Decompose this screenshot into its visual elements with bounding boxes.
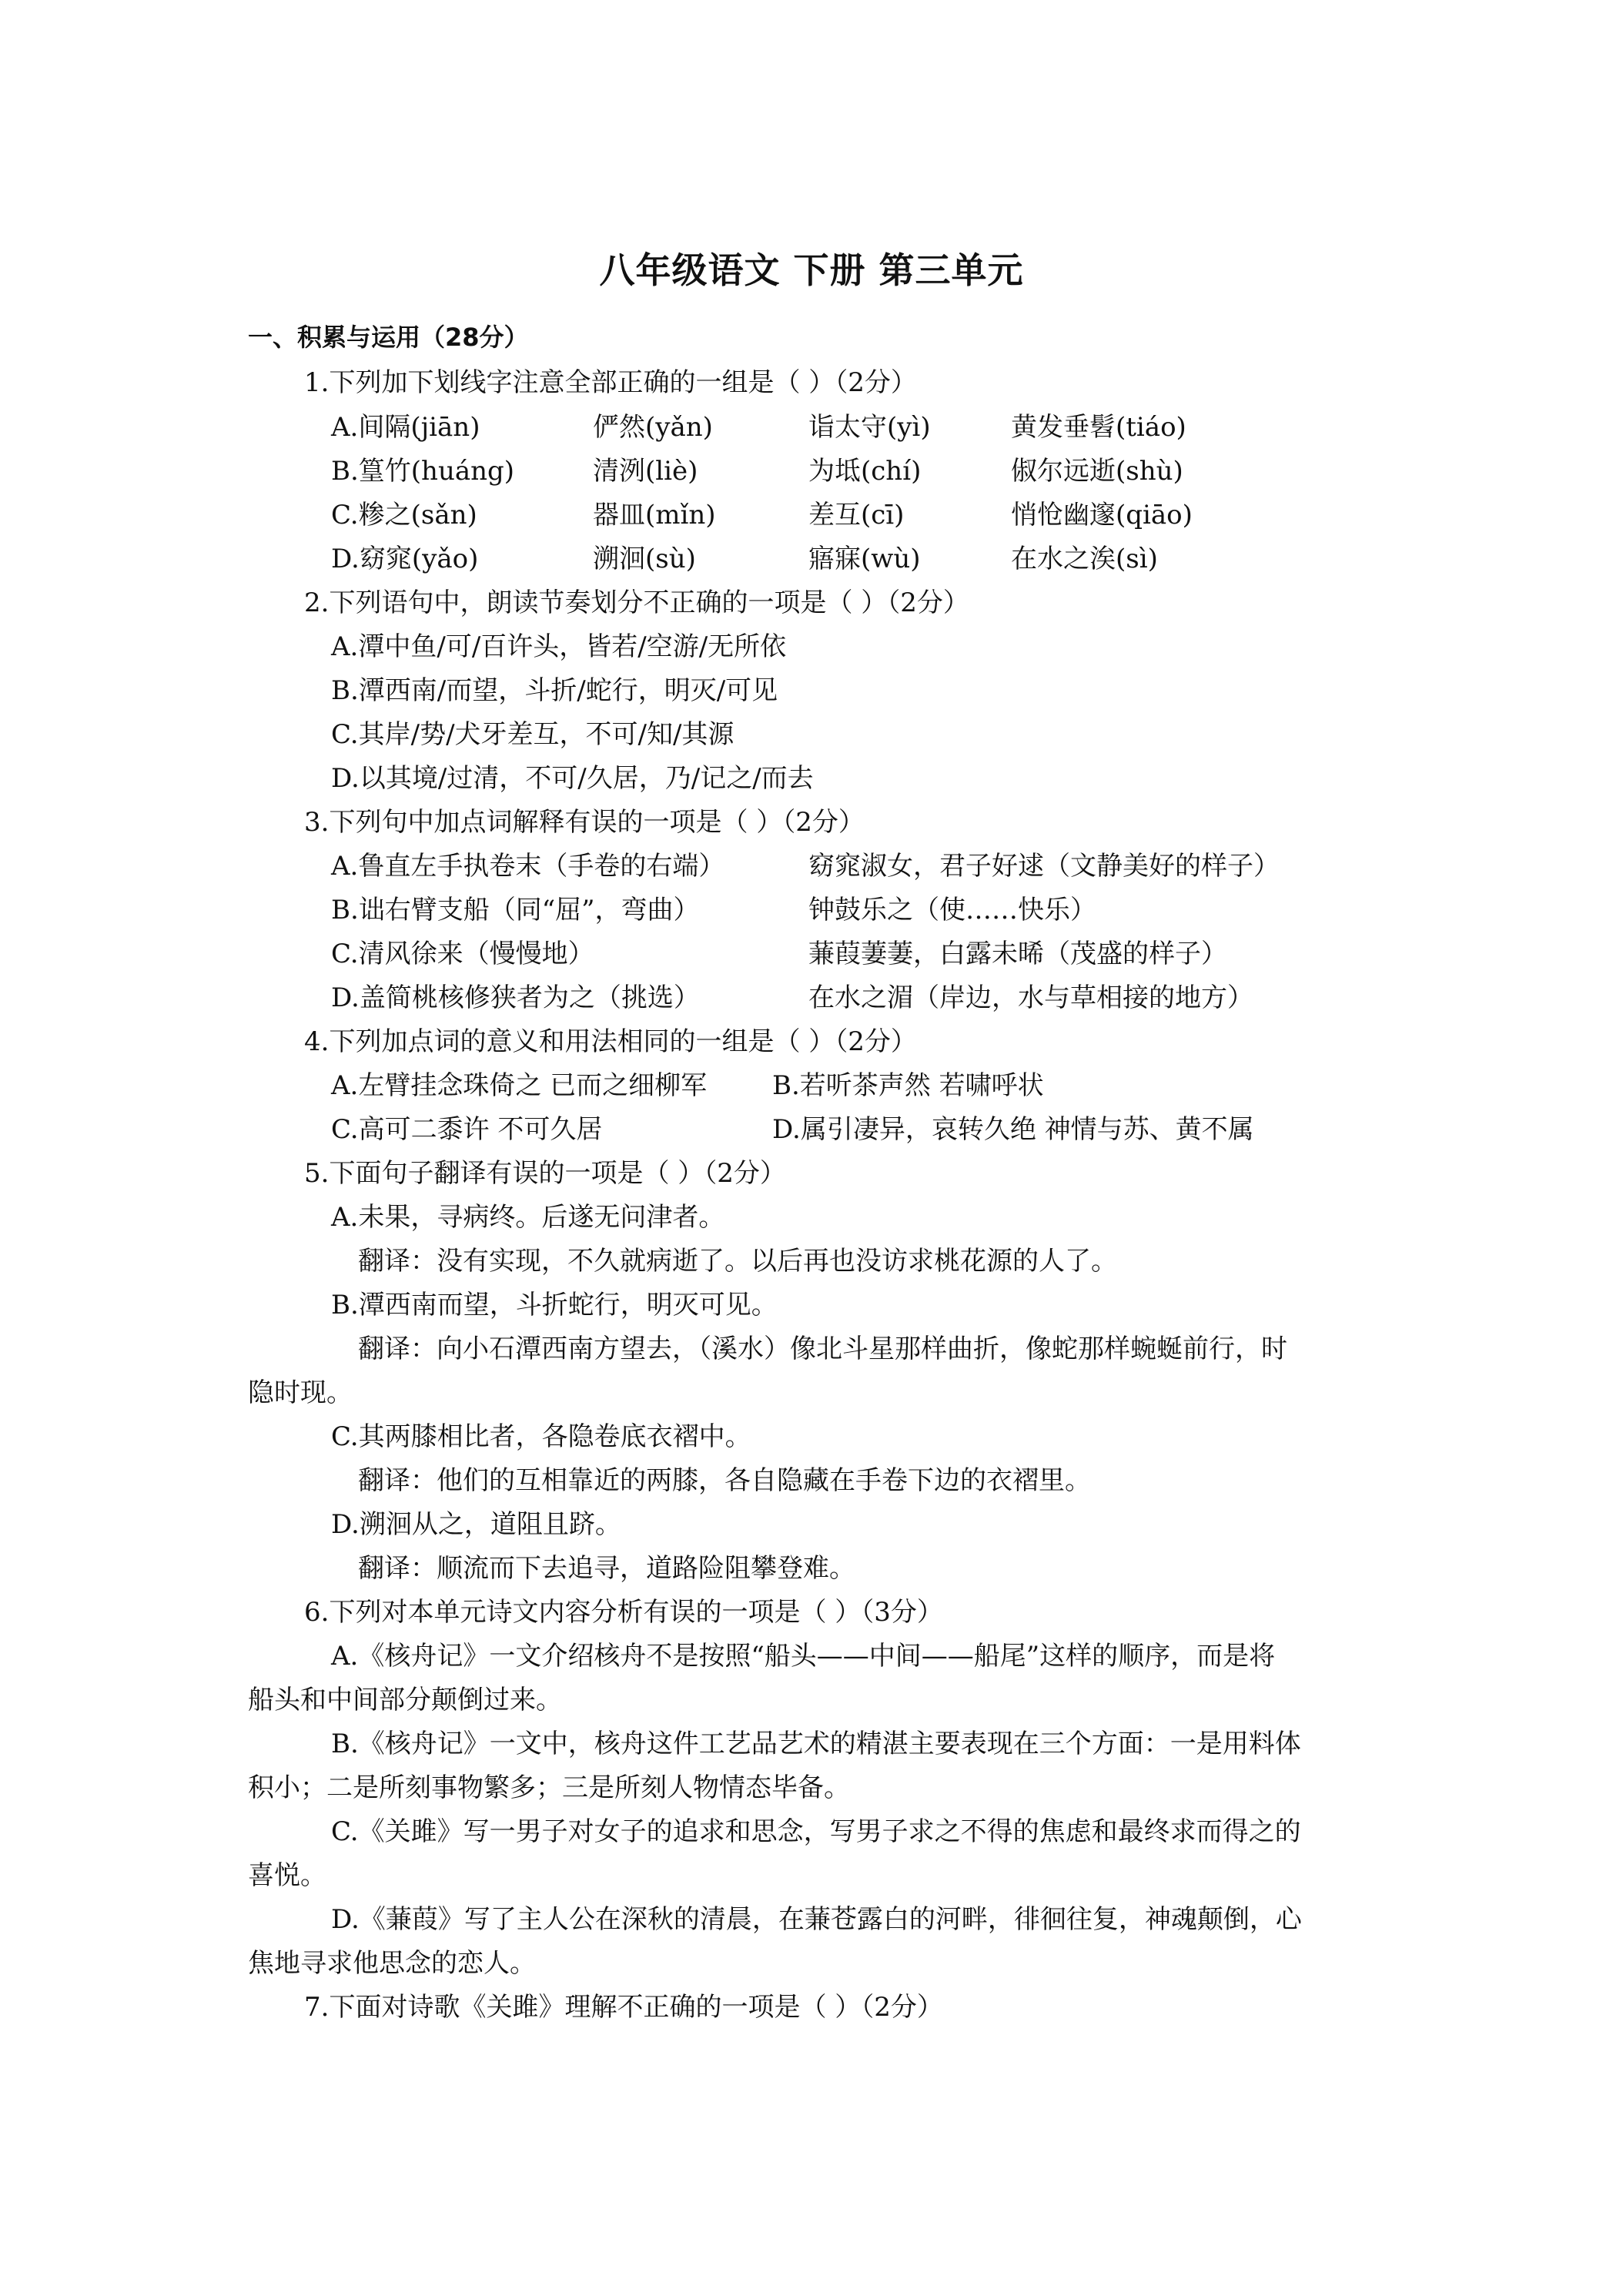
q6-option-d: D.《蒹葭》写了主人公在深秋的清晨，在蒹苍露白的河畔，徘徊往复，神魂颠倒，心 bbox=[331, 1904, 1302, 1935]
q7-stem: 7.下面对诗歌《关雎》理解不正确的一项是（ ）（2分） bbox=[304, 1992, 943, 2023]
q2-option-c: C.其岸/势/犬牙差互，不可/知/其源 bbox=[331, 719, 735, 750]
q1-d-2: 溯洄(sù) bbox=[593, 544, 696, 574]
q1-d-4: 在水之涘(sì) bbox=[1011, 544, 1158, 574]
q4-stem: 4.下列加点词的意义和用法相同的一组是（ ）（2分） bbox=[304, 1026, 917, 1057]
q1-a-2: 俨然(yǎn) bbox=[593, 412, 713, 443]
q3-stem: 3.下列句中加点词解释有误的一项是（ ）（2分） bbox=[304, 807, 865, 838]
q1-b-3: 为坻(chí) bbox=[808, 456, 922, 487]
q4-option-d: D.属引凄异，哀转久绝 神情与苏、黄不属 bbox=[772, 1114, 1254, 1145]
q2-option-b: B.潭西南/而望，斗折/蛇行，明灭/可见 bbox=[331, 675, 778, 706]
q3-a-left: A.鲁直左手执卷末（手卷的右端） bbox=[331, 851, 725, 882]
q1-c-2: 器皿(mǐn) bbox=[593, 500, 716, 530]
q1-d-1: D.窈窕(yǎo) bbox=[331, 544, 479, 574]
q1-c-1: C.糁之(sǎn) bbox=[331, 500, 477, 530]
q5-option-b-translation-cont: 隐时现。 bbox=[248, 1377, 353, 1408]
q6-option-c-cont: 喜悦。 bbox=[248, 1860, 326, 1891]
q6-option-a-cont: 船头和中间部分颠倒过来。 bbox=[248, 1685, 562, 1715]
q6-option-b: B.《核舟记》一文中，核舟这件工艺品艺术的精湛主要表现在三个方面：一是用料体 bbox=[331, 1729, 1301, 1759]
q6-option-d-cont: 焦地寻求他思念的恋人。 bbox=[248, 1948, 536, 1979]
q1-a-1: A.间隔(jiān) bbox=[331, 412, 480, 443]
q4-option-a: A.左臂挂念珠倚之 已而之细柳军 bbox=[331, 1070, 708, 1101]
q5-option-d-translation: 翻译：顺流而下去追寻，道路险阻攀登难。 bbox=[358, 1553, 855, 1584]
section-heading: 一、积累与运用（28分） bbox=[248, 323, 529, 352]
q5-option-c: C.其两膝相比者，各隐卷底衣褶中。 bbox=[331, 1421, 751, 1452]
q6-option-c: C.《关雎》写一男子对女子的追求和思念，写男子求之不得的焦虑和最终求而得之的 bbox=[331, 1816, 1301, 1847]
q2-option-a: A.潭中鱼/可/百许头，皆若/空游/无所依 bbox=[331, 631, 787, 662]
q5-option-b: B.潭西南而望，斗折蛇行，明灭可见。 bbox=[331, 1290, 778, 1320]
q1-b-1: B.篁竹(huáng) bbox=[331, 456, 515, 487]
q1-d-3: 寤寐(wù) bbox=[808, 544, 921, 574]
q1-b-4: 俶尔远逝(shù) bbox=[1011, 456, 1183, 487]
q3-c-right: 蒹葭萋萋，白露未晞（茂盛的样子） bbox=[808, 939, 1227, 969]
q3-d-right: 在水之湄（岸边，水与草相接的地方） bbox=[808, 982, 1253, 1013]
q3-b-left: B.诎右臂支船（同“屈”，弯曲） bbox=[331, 895, 700, 925]
q3-c-left: C.清风徐来（慢慢地） bbox=[331, 939, 594, 969]
q6-option-a: A.《核舟记》一文介绍核舟不是按照“船头——中间——船尾”这样的顺序，而是将 bbox=[331, 1641, 1276, 1672]
q5-option-a: A.未果，寻病终。后遂无问津者。 bbox=[331, 1202, 725, 1233]
q1-a-3: 诣太守(yì) bbox=[808, 412, 931, 443]
q5-option-c-translation: 翻译：他们的互相靠近的两膝，各自隐藏在手卷下边的衣褶里。 bbox=[358, 1465, 1091, 1496]
q5-option-b-translation: 翻译：向小石潭西南方望去，（溪水）像北斗星那样曲折，像蛇那样蜿蜒前行，时 bbox=[358, 1334, 1287, 1364]
q6-stem: 6.下列对本单元诗文内容分析有误的一项是（ ）（3分） bbox=[304, 1597, 943, 1628]
q3-b-right: 钟鼓乐之（使……快乐） bbox=[808, 895, 1096, 925]
q5-stem: 5.下面句子翻译有误的一项是（ ）（2分） bbox=[304, 1158, 786, 1189]
q3-d-left: D.盖简桃核修狭者为之（挑选） bbox=[331, 982, 700, 1013]
q6-option-b-cont: 积小；二是所刻事物繁多；三是所刻人物情态毕备。 bbox=[248, 1772, 850, 1803]
q4-option-c: C.高可二黍许 不可久居 bbox=[331, 1114, 603, 1145]
q2-stem: 2.下列语句中，朗读节奏划分不正确的一项是（ ）（2分） bbox=[304, 587, 969, 618]
q1-c-4: 悄怆幽邃(qiāo) bbox=[1011, 500, 1193, 530]
q2-option-d: D.以其境/过清，不可/久居，乃/记之/而去 bbox=[331, 763, 814, 794]
q4-option-b: B.若听茶声然 若啸呼状 bbox=[772, 1070, 1044, 1101]
q1-a-4: 黄发垂髫(tiáo) bbox=[1011, 412, 1186, 443]
q1-stem: 1.下列加下划线字注意全部正确的一组是（ ）（2分） bbox=[304, 367, 917, 398]
q5-option-a-translation: 翻译：没有实现，不久就病逝了。以后再也没访求桃花源的人了。 bbox=[358, 1246, 1117, 1277]
q3-a-right: 窈窕淑女，君子好逑（文静美好的样子） bbox=[808, 851, 1280, 882]
q5-option-d: D.溯洄从之，道阻且跻。 bbox=[331, 1509, 621, 1540]
q1-b-2: 清洌(liè) bbox=[593, 456, 698, 487]
page-title: 八年级语文 下册 第三单元 bbox=[599, 249, 1024, 291]
q1-c-3: 差互(cī) bbox=[808, 500, 905, 530]
